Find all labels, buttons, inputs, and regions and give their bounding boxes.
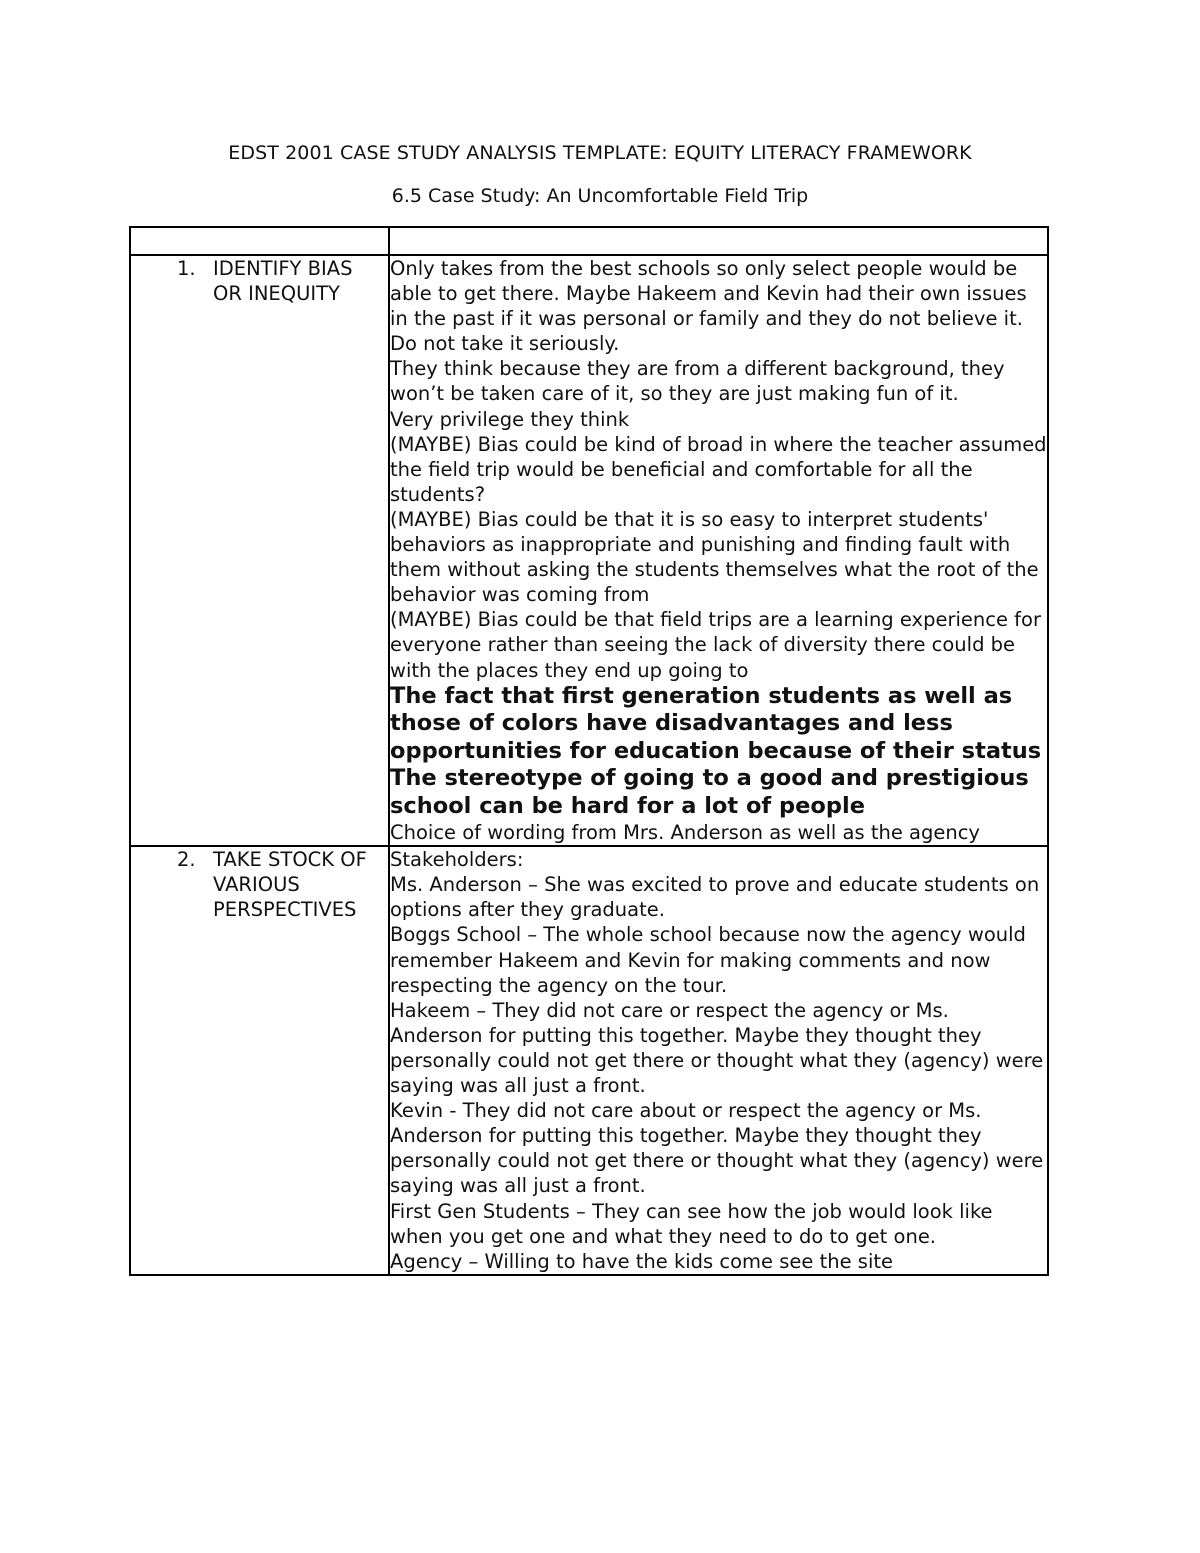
header-cell-right (389, 227, 1048, 255)
bold-paragraph: The fact that first generation students as well as those of colors have disadvantages and less opportunities for education because of their status (390, 682, 1042, 764)
row-label: TAKE STOCK OF VARIOUS PERSPECTIVES (213, 848, 367, 922)
content-paragraph: Only takes from the best schools so only select people would be able to get there. Maybe Hakeem and Kevin had their own issues in the past if it was personal or family and they do not believe it. Do not take it seriously. (390, 257, 1027, 356)
row-number: 2. (177, 848, 196, 872)
content-paragraph: First Gen Students – They can see how the job would look like when you get one and what they need to do to get one. (390, 1199, 993, 1248)
content-paragraph: Agency – Willing to have the kids come see the site (390, 1249, 894, 1273)
row-content-cell (389, 846, 1048, 1275)
analysis-table (129, 226, 1049, 1276)
row-label-cell (130, 255, 389, 846)
row-label: IDENTIFY BIAS OR INEQUITY (213, 257, 353, 305)
table-row (130, 255, 1048, 846)
table-row (130, 846, 1048, 1275)
content-paragraph: (MAYBE) Bias could be that it is so easy to interpret students' behaviors as inappropriate and punishing and finding fault with them without asking the students themselves what the root of the behavior was coming from (390, 507, 1039, 607)
content-paragraph: (MAYBE) Bias could be that field trips are a learning experience for everyone rather than seeing the lack of diversity there could be with the places they end up going to (390, 608, 1041, 682)
content-paragraph: Very privilege they think (390, 407, 630, 431)
document-title: EDST 2001 CASE STUDY ANALYSIS TEMPLATE: EQUITY LITERACY FRAMEWORK (228, 142, 972, 164)
bold-paragraph: The stereotype of going to a good and prestigious school can be hard for a lot of people (390, 765, 1029, 819)
content-paragraph: Stakeholders: (390, 848, 524, 872)
content-paragraph: Hakeem – They did not care or respect the agency or Ms. Anderson for putting this together. Maybe they thought they personally could not get there or thought what they (agency) were saying was all just a front. (390, 998, 1044, 1098)
content-paragraph: They think because they are from a different background, they won’t be taken care of it, so they are just making fun of it. (390, 357, 1005, 406)
content-paragraph: Ms. Anderson – She was excited to prove and educate students on options after they graduate. (390, 873, 1040, 922)
row-label-cell (130, 846, 389, 1275)
content-paragraph: Boggs School – The whole school because now the agency would remember Hakeem and Kevin for making comments and now respecting the agency on the tour. (390, 923, 1026, 997)
content-paragraph: Kevin - They did not care about or respect the agency or Ms. Anderson for putting this together. Maybe they thought they personally could not get there or thought what they (agency) were saying was all just a front. (390, 1099, 1044, 1198)
table-header-row (130, 227, 1048, 255)
content-paragraph: Choice of wording from Mrs. Anderson as well as the agency (390, 821, 980, 845)
row-content-cell (389, 255, 1048, 846)
content-paragraph: (MAYBE) Bias could be kind of broad in where the teacher assumed the field trip would be beneficial and comfortable for all the students? (390, 432, 1047, 506)
document-subtitle: 6.5 Case Study: An Uncomfortable Field Trip (391, 185, 809, 207)
row-number: 1. (177, 257, 196, 280)
header-cell-left (130, 227, 389, 255)
